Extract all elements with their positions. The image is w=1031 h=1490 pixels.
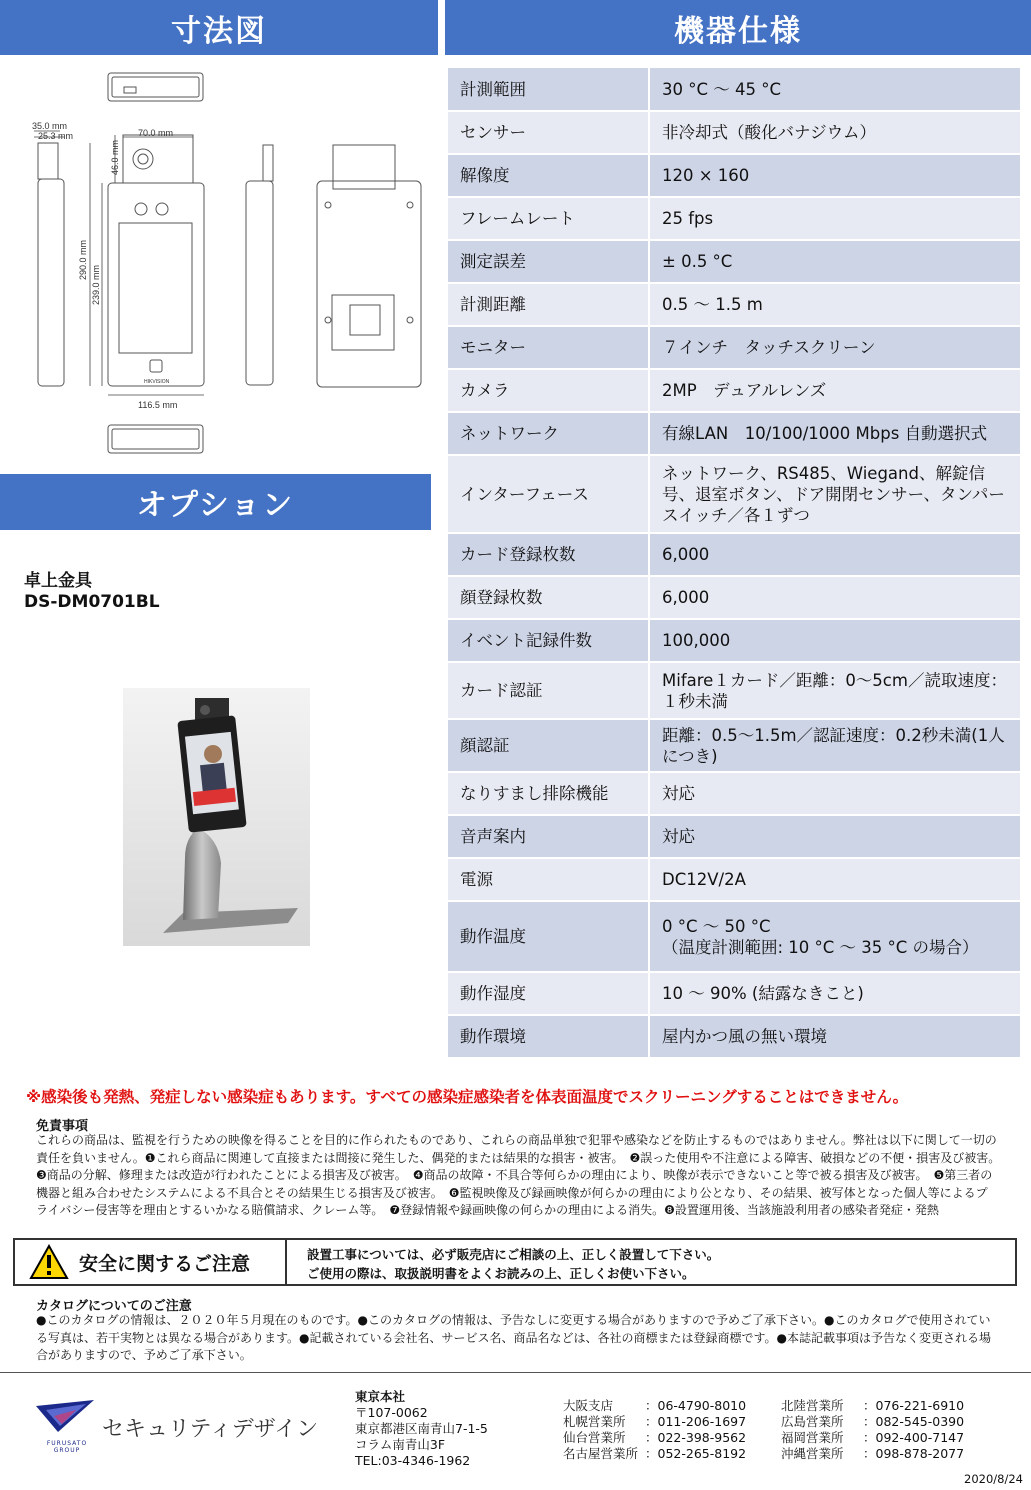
spec-key: 動作湿度 — [448, 972, 649, 1015]
spec-row — [448, 412, 1020, 455]
spec-key: インターフェース — [448, 455, 649, 533]
spec-row — [448, 154, 1020, 197]
dimensions-header: 寸法図 — [0, 0, 438, 55]
spec-row — [448, 1015, 1020, 1058]
spec-value-note: （温度計測範囲: 10 °C ～ 35 °C の場合） — [662, 937, 979, 957]
dim-70-label: 70.0 mm — [138, 128, 174, 138]
spec-row — [448, 772, 1020, 815]
spec-key: なりすまし排除機能 — [448, 772, 649, 815]
spec-value: 対応 — [649, 772, 1020, 815]
spec-row — [448, 972, 1020, 1015]
dimension-drawing — [20, 65, 435, 465]
spec-value: 距離：0.5～1.5m／認証速度：0.2秒未満(1人につき) — [649, 719, 1020, 772]
hq-title: 東京本社 — [355, 1389, 406, 1404]
office-tel: ：076-221-6910 — [863, 1398, 965, 1413]
office-tel: ：022-398-9562 — [645, 1430, 747, 1445]
office-row — [563, 1414, 746, 1430]
warning-triangle-icon — [29, 1244, 69, 1280]
hq-address-2: コラム南青山3F — [355, 1437, 446, 1452]
office-name: 沖縄営業所 — [781, 1446, 844, 1461]
spec-value: 対応 — [649, 815, 1020, 858]
safety-title: 安全に関するご注意 — [79, 1252, 251, 1275]
hq-zip: 〒107-0062 — [355, 1405, 428, 1420]
spec-key: 顔登録枚数 — [448, 576, 649, 619]
spec-row — [448, 326, 1020, 369]
spec-value: 100,000 — [649, 619, 1020, 662]
logo-subtext: FURUSATO GROUP — [46, 1440, 88, 1454]
options-header: オプション — [0, 474, 431, 530]
spec-value: Mifare１カード／距離：0～5cm／読取速度：１秒未満 — [649, 662, 1020, 719]
spec-value: 30 °C ～ 45 °C — [649, 68, 1020, 111]
brand-label: HIKVISION — [144, 379, 170, 385]
spec-key: イベント記録件数 — [448, 619, 649, 662]
spec-key: センサー — [448, 111, 649, 154]
dim-116-label: 116.5 mm — [138, 400, 178, 410]
spec-key: 電源 — [448, 858, 649, 901]
spec-key: フレームレート — [448, 197, 649, 240]
dim-290-label: 290.0 mm — [78, 239, 88, 280]
spec-value: 120 × 160 — [649, 154, 1020, 197]
spec-table — [448, 68, 1020, 1059]
specs-header: 機器仕様 — [445, 0, 1031, 55]
spec-value — [649, 901, 1020, 972]
spec-row — [448, 533, 1020, 576]
spec-row — [448, 576, 1020, 619]
office-tel: ：011-206-1697 — [645, 1414, 747, 1429]
spec-value: 非冷却式（酸化バナジウム） — [649, 111, 1020, 154]
desktop-stand-photo — [123, 688, 310, 946]
spec-key: 計測範囲 — [448, 68, 649, 111]
spec-row — [448, 815, 1020, 858]
spec-row — [448, 662, 1020, 719]
dim-46-label: 46.0 mm — [110, 139, 120, 175]
office-row — [563, 1430, 746, 1446]
spec-value: DC12V/2A — [649, 858, 1020, 901]
safety-box — [13, 1238, 1017, 1286]
spec-row — [448, 719, 1020, 772]
office-tel: ：052-265-8192 — [645, 1446, 747, 1461]
spec-value: 2MP デュアルレンズ — [649, 369, 1020, 412]
spec-row — [448, 369, 1020, 412]
office-row — [781, 1430, 964, 1446]
option-name: 卓上金具 — [24, 571, 92, 591]
spec-key: ネットワーク — [448, 412, 649, 455]
spec-key: モニター — [448, 326, 649, 369]
spec-key: 計測距離 — [448, 283, 649, 326]
spec-value: 有線LAN 10/100/1000 Mbps 自動選択式 — [649, 412, 1020, 455]
spec-row — [448, 619, 1020, 662]
office-tel: ：06-4790-8010 — [645, 1398, 747, 1413]
safety-title-cell — [15, 1240, 287, 1284]
safety-line-2: ご使用の際は、取扱説明書をよくお読みの上、正しくお使い下さい。 — [307, 1266, 695, 1281]
safety-line-1: 設置工事については、必ず販売店にご相談の上、正しく設置して下さい。 — [307, 1247, 720, 1262]
offices-right — [781, 1398, 964, 1462]
office-name: 北陸営業所 — [781, 1398, 844, 1413]
office-name: 名古屋営業所 — [563, 1446, 639, 1461]
spec-key: 音声案内 — [448, 815, 649, 858]
office-row — [781, 1446, 964, 1462]
disclaimer-title: 免責事項 — [36, 1119, 89, 1134]
dim-239-label: 239.0 mm — [91, 264, 101, 305]
office-row — [781, 1398, 964, 1414]
spec-key: カメラ — [448, 369, 649, 412]
spec-key: カード登録枚数 — [448, 533, 649, 576]
spec-value: 25 fps — [649, 197, 1020, 240]
catalog-note-title: カタログについてのご注意 — [36, 1299, 192, 1314]
dim-25-label: 25.3 mm — [38, 131, 74, 141]
spec-key: 動作環境 — [448, 1015, 649, 1058]
spec-row — [448, 240, 1020, 283]
office-row — [781, 1414, 964, 1430]
company-name: セキュリティデザイン — [102, 1417, 319, 1442]
office-row — [563, 1398, 746, 1414]
hq-address-1: 東京都港区南青山7-1-5 — [355, 1421, 488, 1436]
date-label: 2020/8/24 — [964, 1472, 1023, 1486]
spec-key: カード認証 — [448, 662, 649, 719]
spec-value: 0.5 ～ 1.5 m — [649, 283, 1020, 326]
spec-value: ７インチ タッチスクリーン — [649, 326, 1020, 369]
office-name: 福岡営業所 — [781, 1430, 844, 1445]
spec-row — [448, 858, 1020, 901]
catalog-note-body: ●このカタログの情報は、２０２０年５月現在のものです。●このカタログの情報は、予告なしに変更する場合がありますので予めご了承下さい。●このカタログで使用されている写真は、若干実物とは異なる場合があります。●記載されている会社名、サービス名、商品名などは、各社の商標または登録商標です。●本誌記載事項は予告なく変更される場合がありますので、予めご了承下さい。 — [36, 1313, 992, 1362]
disclaimer-body: これらの商品は、監視を行うための映像を得ることを目的に作られたものであり、これらの商品単独で犯罪や感染などを防止するものではありません。弊社は以下に関して一切の責任を負いません。❶これら商品に関連して直接または間接に発生した、偶発的または結果的な損害・被害。 ❷誤った使用や不注意による障害、破損などの不便・損害及び被害。 ❸商品の分解、修理または改造が行われたことによる損害及び被害。 ❹商品の故障・不具合等何らかの理由により、映像が表示できないこと等で被る損害及び被害。 ❺第三者の機器と組み合わせたシステムによる不具合とその結果生じる損害及び被害。 ❻監視映像及び録画映像が何らかの理由により公となり、その結果、被写体となった個人等によるプライバシー侵害等を理由とするいかなる賠償請求、クレーム等。 ❼登録情報や録画映像の何らかの理由による消失。❽設置運用後、当該施設利用者の感染者発症・発熱 — [36, 1133, 1007, 1217]
offices-left — [563, 1398, 746, 1462]
spec-key: 解像度 — [448, 154, 649, 197]
office-name: 札幌営業所 — [563, 1414, 626, 1429]
hq-tel: TEL:03-4346-1962 — [355, 1453, 471, 1468]
spec-key: 顔認証 — [448, 719, 649, 772]
spec-value: ± 0.5 °C — [649, 240, 1020, 283]
dim-35-label: 35.0 mm — [32, 121, 68, 131]
spec-row — [448, 68, 1020, 111]
office-name: 仙台営業所 — [563, 1430, 626, 1445]
spec-value: 6,000 — [649, 576, 1020, 619]
spec-key: 測定誤差 — [448, 240, 649, 283]
office-name: 大阪支店 — [563, 1398, 614, 1413]
spec-key: 動作温度 — [448, 901, 649, 972]
office-name: 広島営業所 — [781, 1414, 844, 1429]
spec-row — [448, 283, 1020, 326]
office-row — [563, 1446, 746, 1462]
screening-warning: ※感染後も発熱、発症しない感染症もあります。すべての感染症感染者を体表面温度でスクリーニングすることはできません。 — [26, 1088, 909, 1106]
spec-row — [448, 111, 1020, 154]
spec-value: 10 ～ 90% (結露なきこと) — [649, 972, 1020, 1015]
office-tel: ：092-400-7147 — [863, 1430, 965, 1445]
footer-divider — [0, 1372, 1031, 1373]
spec-value: ネットワーク、RS485、Wiegand、解錠信号、退室ボタン、ドア開閉センサー、タンパースイッチ／各１ずつ — [649, 455, 1020, 533]
company-logo-icon — [36, 1398, 96, 1438]
spec-value: 6,000 — [649, 533, 1020, 576]
spec-value-line: 0 °C ～ 50 °C — [662, 916, 771, 936]
spec-row — [448, 901, 1020, 972]
office-tel: ：082-545-0390 — [863, 1414, 965, 1429]
option-model: DS-DM0701BL — [24, 592, 160, 612]
spec-value: 屋内かつ風の無い環境 — [649, 1015, 1020, 1058]
office-tel: ：098-878-2077 — [863, 1446, 965, 1461]
spec-row — [448, 455, 1020, 533]
spec-row — [448, 197, 1020, 240]
